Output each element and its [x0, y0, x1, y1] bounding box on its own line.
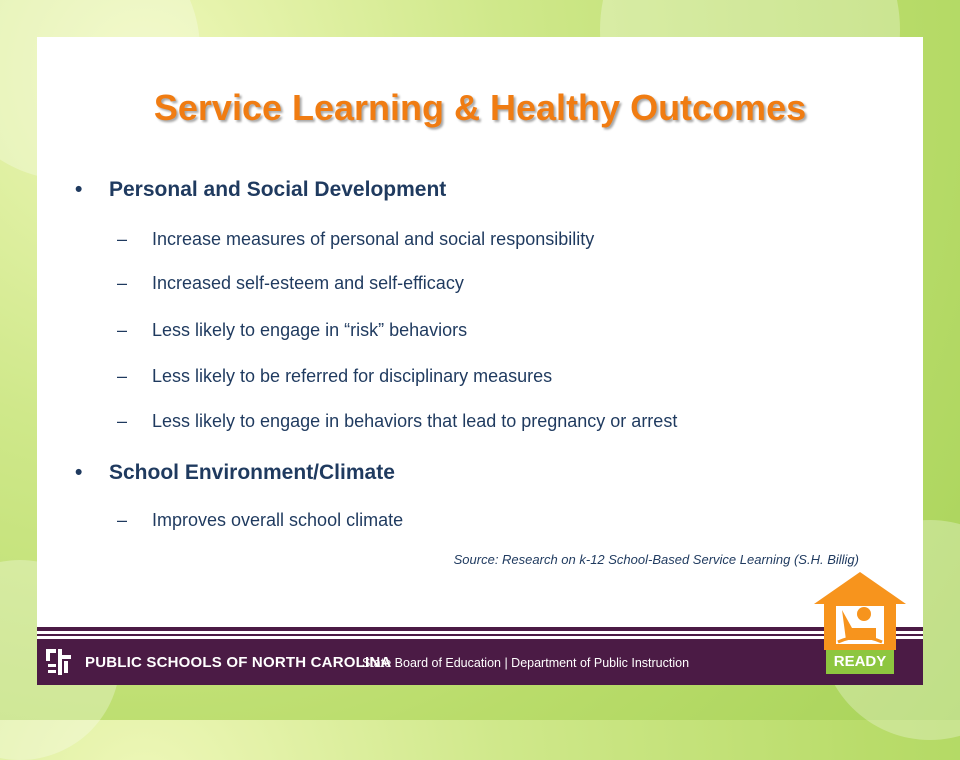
slide [37, 37, 923, 685]
footer-org-sub: State Board of Education | Department of Public Instruction [362, 656, 690, 670]
sub-dash: – [117, 320, 128, 340]
bullet-dot: • [75, 178, 83, 201]
footer-divider [37, 634, 923, 636]
ready-badge [812, 570, 908, 680]
sub-dash: – [117, 366, 128, 386]
slide-content [37, 37, 923, 637]
footer-bar [37, 639, 923, 685]
sub-item-text: Less likely to engage in “risk” behaviors [152, 320, 468, 340]
source-citation: Source: Research on k-12 School-Based Service Learning (S.H. Billig) [453, 552, 859, 567]
sub-item-text: Increased self-esteem and self-efficacy [152, 273, 464, 293]
footer-org-name: PUBLIC SCHOOLS OF NORTH CAROLINA [85, 654, 392, 671]
bullet-heading: Personal and Social Development [109, 178, 447, 201]
sub-dash: – [117, 273, 128, 293]
state-seal-icon [45, 647, 73, 677]
sub-item-text: Improves overall school climate [152, 510, 404, 530]
ready-label: READY [826, 650, 894, 674]
sub-item-text: Less likely to engage in behaviors that lead to pregnancy or arrest [152, 411, 678, 431]
sub-dash: – [117, 229, 128, 249]
sub-item-text: Less likely to be referred for disciplinary measures [152, 366, 553, 386]
bullet-heading: School Environment/Climate [109, 461, 395, 484]
footer-divider [37, 627, 923, 631]
slide-title: Service Learning & Healthy Outcomes [153, 87, 807, 128]
sub-item-text: Increase measures of personal and social responsibility [152, 229, 595, 249]
sub-dash: – [117, 411, 128, 431]
bullet-dot: • [75, 461, 83, 484]
house-icon [812, 570, 908, 652]
sub-dash: – [117, 510, 128, 530]
